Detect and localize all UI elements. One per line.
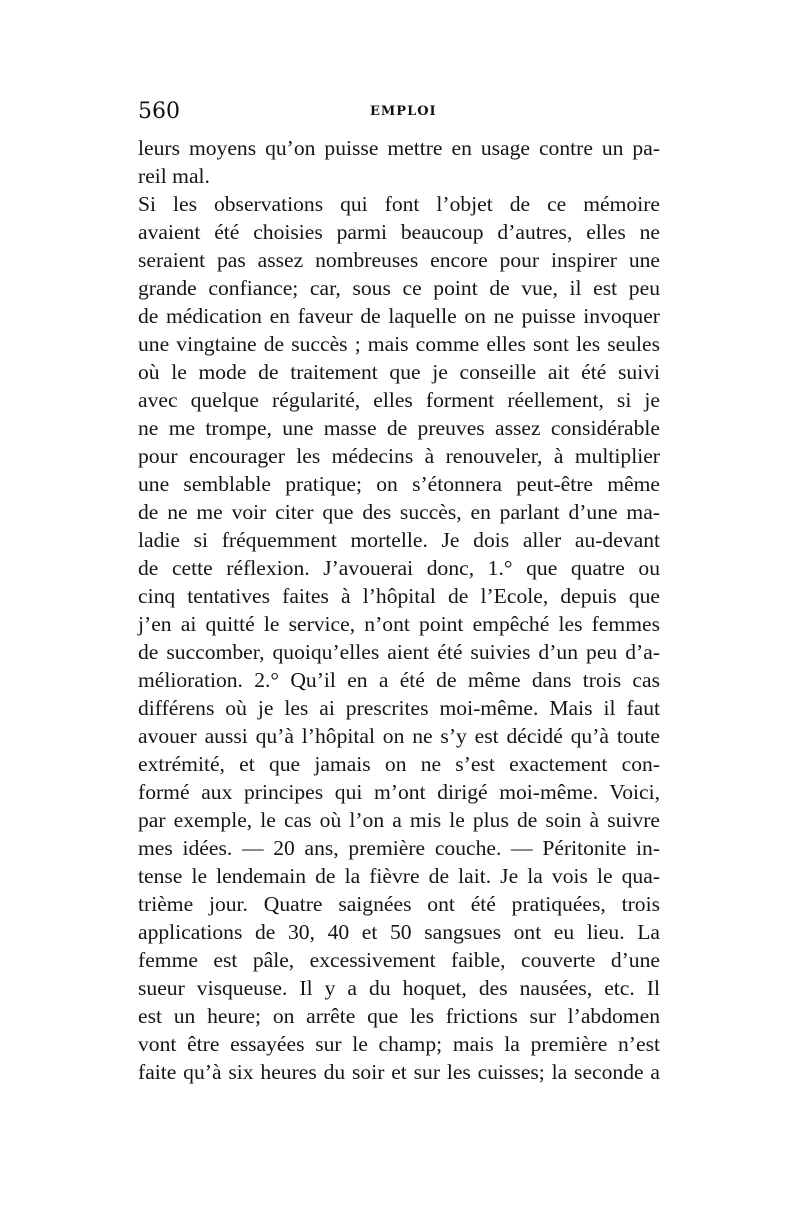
- text-line: cinq tentatives faites à l’hôpital de l’Ecole, depuis que: [138, 584, 660, 608]
- text-line: vont être essayées sur le champ; mais la première n’est: [138, 1032, 660, 1056]
- text-line: seraient pas assez nombreuses encore pour inspirer une: [138, 248, 660, 272]
- text-line: de cette réflexion. J’avouerai donc, 1.° que quatre ou: [138, 556, 660, 580]
- text-line: mes idées. — 20 ans, première couche. — Péritonite in-: [138, 836, 660, 860]
- text-line: leurs moyens qu’on puisse mettre en usage contre un pa-: [138, 136, 660, 160]
- text-line: est un heure; on arrête que les frictions sur l’abdomen: [138, 1004, 660, 1028]
- text-line: une semblable pratique; on s’étonnera peut-être même: [138, 472, 660, 496]
- page-header: [138, 96, 658, 128]
- text-line: où le mode de traitement que je conseille ait été suivi: [138, 360, 660, 384]
- text-line: extrémité, et que jamais on ne s’est exactement con-: [138, 752, 660, 776]
- text-line: pour encourager les médecins à renouveler, à multiplier: [138, 444, 660, 468]
- text-line: grande confiance; car, sous ce point de vue, il est peu: [138, 276, 660, 300]
- text-line: sueur visqueuse. Il y a du hoquet, des nausées, etc. Il: [138, 976, 660, 1000]
- text-line: ne me trompe, une masse de preuves assez considérable: [138, 416, 660, 440]
- text-line: Si les observations qui font l’objet de ce mémoire: [138, 192, 660, 216]
- text-line: une vingtaine de succès ; mais comme elles sont les seules: [138, 332, 660, 356]
- text-line: ladie si fréquemment mortelle. Je dois aller au-devant: [138, 528, 660, 552]
- text-line: reil mal.: [138, 164, 210, 188]
- text-line: avouer aussi qu’à l’hôpital on ne s’y est décidé qu’à toute: [138, 724, 660, 748]
- text-line: avec quelque régularité, elles forment réellement, si je: [138, 388, 660, 412]
- text-line: applications de 30, 40 et 50 sangsues ont eu lieu. La: [138, 920, 660, 944]
- running-head: EMPLOI: [370, 104, 437, 119]
- text-line: trième jour. Quatre saignées ont été pratiquées, trois: [138, 892, 660, 916]
- text-line: de ne me voir citer que des succès, en parlant d’une ma-: [138, 500, 660, 524]
- text-line: avaient été choisies parmi beaucoup d’autres, elles ne: [138, 220, 660, 244]
- text-line: différens où je les ai prescrites moi-même. Mais il faut: [138, 696, 660, 720]
- text-line: tense le lendemain de la fièvre de lait. Je la vois le qua-: [138, 864, 660, 888]
- text-line: femme est pâle, excessivement faible, couverte d’une: [138, 948, 660, 972]
- text-line: de médication en faveur de laquelle on ne puisse invoquer: [138, 304, 660, 328]
- text-line: faite qu’à six heures du soir et sur les cuisses; la seconde a: [138, 1060, 660, 1084]
- text-line: mélioration. 2.° Qu’il en a été de même dans trois cas: [138, 668, 660, 692]
- text-line: formé aux principes qui m’ont dirigé moi-même. Voici,: [138, 780, 660, 804]
- body-text: [138, 134, 660, 1086]
- page-number: 560: [138, 99, 180, 124]
- text-line: de succomber, quoiqu’elles aient été suivies d’un peu d’a-: [138, 640, 660, 664]
- text-line: j’en ai quitté le service, n’ont point empêché les femmes: [138, 612, 660, 636]
- text-line: par exemple, le cas où l’on a mis le plus de soin à suivre: [138, 808, 660, 832]
